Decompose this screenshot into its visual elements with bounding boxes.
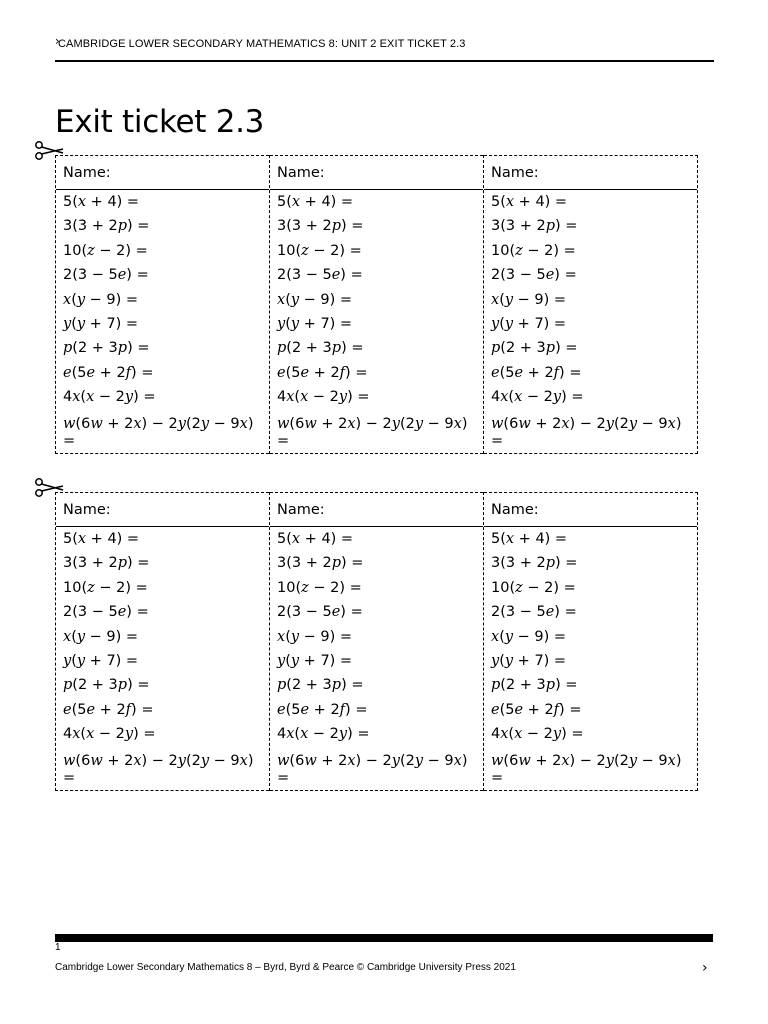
expression-item: 3(3 + 2p) = [63, 218, 150, 235]
expression-item: e(5e + 2f) = [63, 364, 154, 381]
expression-item: 5(x + 4) = [63, 194, 140, 210]
exit-ticket [56, 493, 270, 791]
expression-item: 4x(x − 2y) = [63, 726, 156, 743]
expression-item: w(6w + 2x) − 2y(2y − 9x) = [491, 752, 682, 786]
expression-item: x(y − 9) = [491, 291, 567, 308]
expression-item: 5(x + 4) = [277, 194, 354, 210]
exit-ticket [484, 156, 698, 454]
expression-item: 2(3 − 5e) = [63, 604, 149, 621]
footer-text: Cambridge Lower Secondary Mathematics 8 – Byrd, Byrd & Pearce © Cambridge University Press 2021 [55, 962, 516, 973]
page-title: Exit ticket 2.3 [55, 104, 265, 140]
expression-item: 2(3 − 5e) = [63, 267, 149, 284]
ticket-block [55, 155, 696, 454]
expression-item: e(5e + 2f) = [277, 701, 368, 718]
corner-mark-icon: › [702, 960, 708, 976]
scissors-icon [33, 139, 65, 163]
expression-item: 5(x + 4) = [491, 194, 568, 210]
name-field-label: Name: [270, 493, 483, 527]
expression-item: w(6w + 2x) − 2y(2y − 9x) = [277, 752, 468, 786]
expression-item: 3(3 + 2p) = [277, 218, 364, 235]
scissors-icon [33, 476, 65, 500]
expression-item: 10(z − 2) = [63, 579, 148, 596]
expression-item: p(2 + 3p) = [63, 677, 150, 694]
expression-item: 3(3 + 2p) = [491, 218, 578, 235]
exit-ticket [56, 156, 270, 454]
expression-item: 2(3 − 5e) = [277, 267, 363, 284]
expression-item: y(y + 7) = [63, 652, 139, 669]
expression-item: y(y + 7) = [491, 315, 567, 332]
expression-item: 4x(x − 2y) = [277, 726, 370, 743]
exit-ticket [270, 156, 484, 454]
expression-item: w(6w + 2x) − 2y(2y − 9x) = [277, 415, 468, 449]
expression-item: w(6w + 2x) − 2y(2y − 9x) = [63, 415, 254, 449]
expression-item: e(5e + 2f) = [491, 701, 582, 718]
expression-item: w(6w + 2x) − 2y(2y − 9x) = [63, 752, 254, 786]
ticket-row [55, 492, 698, 791]
name-field-label: Name: [484, 493, 697, 527]
expression-item: x(y − 9) = [63, 291, 139, 308]
expression-item: 2(3 − 5e) = [491, 604, 577, 621]
expression-item: 4x(x − 2y) = [491, 389, 584, 406]
expression-item: 4x(x − 2y) = [63, 389, 156, 406]
expression-item: 4x(x − 2y) = [491, 726, 584, 743]
expression-item: y(y + 7) = [277, 652, 353, 669]
expression-item: 5(x + 4) = [63, 531, 140, 547]
ticket-row [55, 155, 698, 454]
expression-item: 10(z − 2) = [63, 242, 148, 259]
expression-item: x(y − 9) = [491, 628, 567, 645]
expression-item: x(y − 9) = [277, 628, 353, 645]
corner-mark-icon: › [55, 34, 60, 48]
name-field-label: Name: [270, 156, 483, 190]
name-field-label: Name: [484, 156, 697, 190]
expression-item: 10(z − 2) = [491, 242, 576, 259]
expression-item: e(5e + 2f) = [277, 364, 368, 381]
expression-item: y(y + 7) = [63, 315, 139, 332]
expression-item: 2(3 − 5e) = [277, 604, 363, 621]
footer-bar [55, 934, 713, 942]
exit-ticket [484, 493, 698, 791]
page-number: 1 [55, 942, 61, 953]
expression-item: y(y + 7) = [277, 315, 353, 332]
expression-item: p(2 + 3p) = [277, 677, 364, 694]
expression-item: p(2 + 3p) = [277, 340, 364, 357]
expression-item: x(y − 9) = [277, 291, 353, 308]
expression-item: 3(3 + 2p) = [277, 555, 364, 572]
expression-item: e(5e + 2f) = [491, 364, 582, 381]
expression-item: p(2 + 3p) = [491, 677, 578, 694]
expression-item: 4x(x − 2y) = [277, 389, 370, 406]
ticket-block [55, 492, 696, 791]
expression-item: 3(3 + 2p) = [63, 555, 150, 572]
expression-item: p(2 + 3p) = [491, 340, 578, 357]
expression-item: e(5e + 2f) = [63, 701, 154, 718]
expression-item: y(y + 7) = [491, 652, 567, 669]
expression-item: 10(z − 2) = [491, 579, 576, 596]
name-field-label: Name: [56, 493, 269, 527]
expression-item: w(6w + 2x) − 2y(2y − 9x) = [491, 415, 682, 449]
header-rule [55, 60, 714, 62]
running-header: CAMBRIDGE LOWER SECONDARY MATHEMATICS 8: UNIT 2 EXIT TICKET 2.3 [58, 38, 466, 50]
expression-item: 5(x + 4) = [491, 531, 568, 547]
expression-item: 3(3 + 2p) = [491, 555, 578, 572]
expression-item: 2(3 − 5e) = [491, 267, 577, 284]
expression-item: 10(z − 2) = [277, 579, 362, 596]
expression-item: 10(z − 2) = [277, 242, 362, 259]
expression-item: 5(x + 4) = [277, 531, 354, 547]
name-field-label: Name: [56, 156, 269, 190]
exit-ticket [270, 493, 484, 791]
expression-item: p(2 + 3p) = [63, 340, 150, 357]
expression-item: x(y − 9) = [63, 628, 139, 645]
